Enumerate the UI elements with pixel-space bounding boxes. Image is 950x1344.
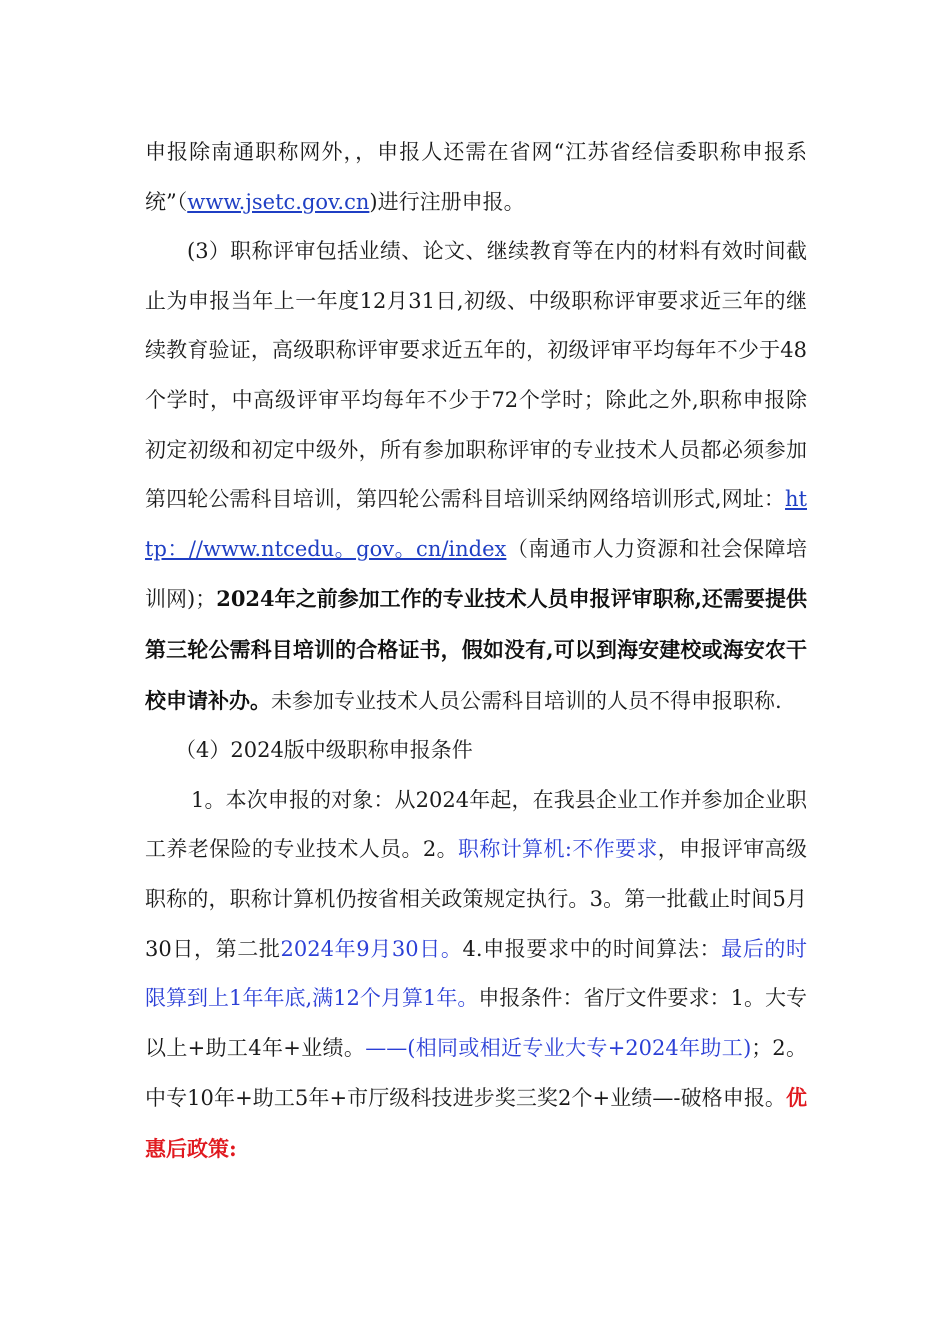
bold-notice: 2024年之前参加工作的专业技术人员申报评审职称,还需要提供第三轮公需科目培训的合格证书，假如没有,可以到海安建校或海安农干校申请补办。 xyxy=(145,586,807,713)
jsetc-link[interactable]: www.jsetc.gov.cn xyxy=(187,189,370,214)
paragraph-text: 1。本次申报的对象：从2024年起，在我县企业工作并参加企业职工养老保险的专业技术人员。2。 xyxy=(145,787,807,862)
paragraph-text: （南通市人力资源和社会保障培训网)； xyxy=(145,536,808,612)
paragraph-text: )进行注册申报。 xyxy=(369,189,525,214)
section-heading-text: （4）2024版中级职称申报条件 xyxy=(175,738,473,763)
paragraph-text: 未参加专业技术人员公需科目培训的人员不得申报职称. xyxy=(271,688,782,713)
paragraph-text: (3）职称评审包括业绩、论文、继续教育等在内的材料有效时间截止为申报当年上一年度12月31日,初级、中级职称评审要求近三年的继续教育验证，高级职称评审要求近五年的，初级评审平均每年不少于48个学时，中高级评审平均每年不少于72个学时；除此之外,职称申报除初定初级和初定中级外，所有参加职称评审的专业技术人员都必须参加第四轮公需科目培训，第四轮公需科目培训采纳网络培训形式,网址： xyxy=(145,239,807,512)
paragraph-material-validity xyxy=(145,227,807,726)
section-heading-2024-conditions xyxy=(145,726,807,776)
document-body xyxy=(145,128,807,1174)
highlight-preferential-policy: 优惠后政策: xyxy=(145,1085,807,1161)
paragraph-text: 4.申报要求中的时间算法： xyxy=(462,936,722,961)
highlight-deadline: 2024年9月30日。 xyxy=(280,936,463,961)
paragraph-application-conditions xyxy=(145,776,807,1175)
paragraph-provincial-registration xyxy=(145,128,807,227)
paragraph-text: ，申报评审高级职称的，职称计算机仍按省相关政策规定执行。3。第一批截止时间5月30日，第二批 xyxy=(145,837,808,961)
highlight-major-note: ——(相同或相近专业大专+2024年助工) xyxy=(365,1035,752,1060)
paragraph-text: 申报条件：省厅文件要求：1。大专以上+助工4年+业绩。 xyxy=(145,986,807,1060)
highlight-time-calculation: 最后的时限算到上1年年底,满12个月算1年。 xyxy=(145,936,807,1011)
paragraph-text: 申报除南通职称网外，，申报人还需在省网“江苏省经信委职称申报系统”（ xyxy=(145,140,807,214)
paragraph-text: ；2。中专10年+助工5年+市厅级科技进步奖三奖2个+业绩—-破格申报。 xyxy=(145,1035,807,1111)
ntcedu-link[interactable]: http：//www.ntcedu。gov。cn/index xyxy=(145,487,807,561)
highlight-computer-requirement: 职称计算机:不作要求 xyxy=(457,837,658,862)
